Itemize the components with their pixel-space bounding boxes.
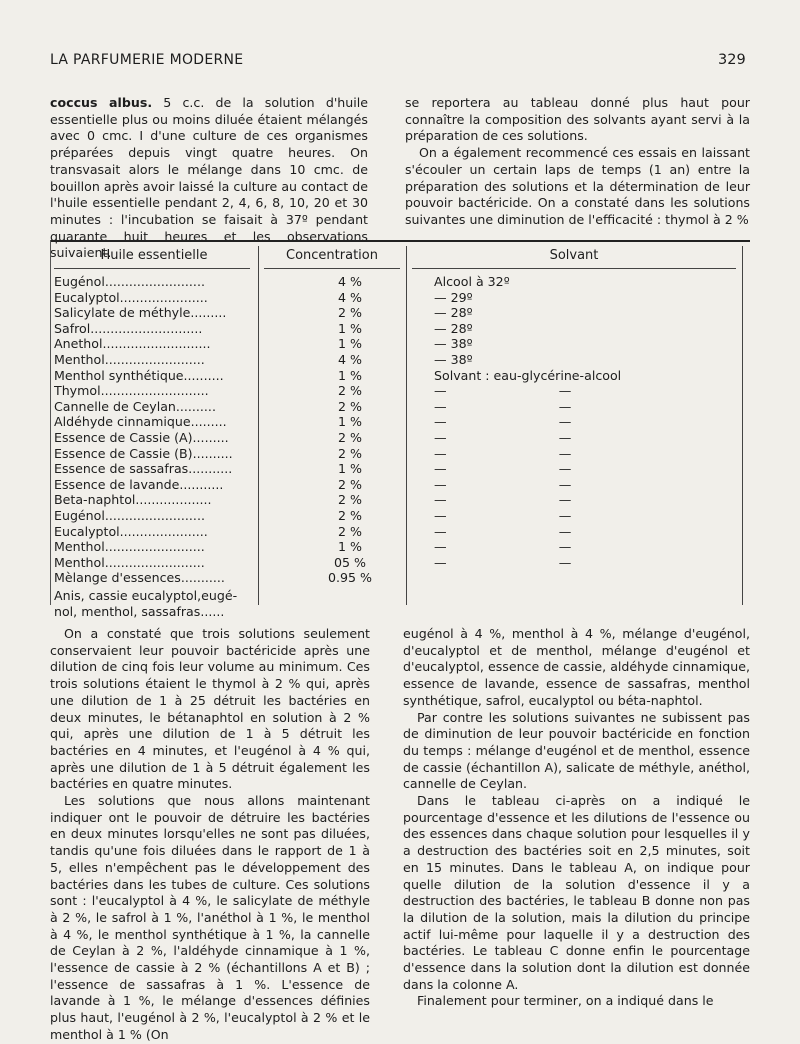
cell-solvent: Alcool à 32º [434, 274, 510, 289]
cell-solvent: — 38º [434, 351, 473, 367]
cell-solvent: — 28º [434, 320, 473, 336]
table-row [50, 524, 750, 540]
cell-oil-name: Cannelle de Ceylan.......... [54, 398, 216, 414]
cell-solvent-dash: — [558, 445, 572, 461]
table-extra-line: nol, menthol, sassafras...... [54, 604, 225, 619]
cell-solvent-dash: — [558, 492, 572, 508]
running-header-title: LA PARFUMERIE MODERNE [50, 52, 244, 68]
table-row [50, 570, 750, 586]
cell-concentration: 4 % [338, 289, 362, 305]
bottom-left-column [50, 626, 370, 1044]
cell-oil-name: Safrol............................ [54, 320, 203, 336]
paragraph: On a constaté que trois solutions seulement conservaient leur pouvoir bactéricide après une dilution de cinq fois leur volume au minimum. Ces trois solutions étaient le thymol à 2 % qui, après une dilution de 1 à 25 détruit les bactéries en deux minutes, le bétanaphtol en solution à 2 % qui, après une dilution de 1 à 5 détruit les bactéries en 4 minutes, et l'eugénol à 4 % qui, après une dilution de 1 à 5 détruit également les bactéries en quatre minutes. [50, 626, 370, 792]
paragraph: eugénol à 4 %, menthol à 4 %, mélange d'eugénol, d'eucalyptol et de menthol, mélange d'eugénol et d'eucalyptol, essence de cassie, aldéhyde cinnamique, essence de lavande, essence de sassafras, menthol synthétique, safrol, eucalyptol ou béta-naphtol. [403, 626, 750, 708]
cell-solvent-dash: — [558, 398, 572, 414]
paragraph: Finalement pour terminer, on a indiqué dans le [417, 993, 714, 1009]
page-number: 329 [718, 52, 746, 68]
essential-oil-table [50, 240, 750, 619]
cell-oil-name: Essence de sassafras........... [54, 461, 233, 477]
cell-concentration: 2 % [338, 383, 362, 399]
cell-oil-name: Thymol........................... [54, 383, 209, 399]
cell-oil-name: Essence de Cassie (A)......... [54, 429, 229, 445]
top-left-column [50, 95, 368, 262]
cell-solvent-dash: — [558, 539, 572, 555]
table-top-rule [50, 240, 750, 242]
cell-oil-name: Essence de lavande........... [54, 476, 224, 492]
cell-concentration: 05 % [334, 554, 366, 570]
cell-solvent: — [434, 507, 447, 523]
table-row [50, 399, 750, 415]
cell-oil-name: Menthol......................... [54, 554, 205, 570]
table-row [50, 508, 750, 524]
table-body [50, 274, 750, 586]
table-row [50, 430, 750, 446]
table-row [50, 321, 750, 337]
cell-concentration: 1 % [338, 320, 362, 336]
cell-oil-name: Salicylate de méthyle......... [54, 305, 227, 321]
header-underline [264, 268, 400, 269]
cell-concentration: 0.95 % [327, 570, 372, 586]
header-concentration: Concentration [286, 248, 378, 263]
table-row [50, 461, 750, 477]
cell-oil-name: Essence de Cassie (B).......... [54, 445, 233, 461]
header-underline [412, 268, 736, 269]
cell-concentration: 4 % [338, 351, 362, 367]
table-row [50, 477, 750, 493]
table-row [50, 368, 750, 384]
cell-oil-name: Aldéhyde cinnamique......... [54, 414, 227, 430]
cell-solvent: — [434, 383, 447, 399]
cell-solvent: — [434, 414, 447, 430]
table-row [50, 352, 750, 368]
bottom-right-column [403, 626, 750, 1010]
cell-oil-name: Eucalyptol...................... [54, 523, 208, 539]
cell-solvent: — [434, 492, 447, 508]
header-oil: Huile essentielle [100, 248, 208, 263]
table-row [50, 492, 750, 508]
cell-solvent-dash: — [558, 414, 572, 430]
cell-concentration: 2 % [338, 429, 362, 445]
table-extra-line: Anis, cassie eucalyptol,eugé- [54, 588, 238, 603]
cell-solvent: — [434, 398, 447, 414]
cell-oil-name: Eugénol......................... [54, 274, 205, 289]
cell-concentration: 2 % [338, 523, 362, 539]
header-underline [54, 268, 250, 269]
cell-solvent-dash: — [558, 476, 572, 492]
cell-solvent: — [434, 539, 447, 555]
cell-solvent-dash: — [558, 429, 572, 445]
cell-concentration: 1 % [338, 414, 362, 430]
table-row [50, 446, 750, 462]
cell-solvent: Solvant : eau-glycérine-alcool [434, 367, 622, 383]
cell-concentration: 2 % [338, 305, 362, 321]
cell-oil-name: Eucalyptol...................... [54, 289, 208, 305]
cell-oil-name: Eugénol......................... [54, 507, 205, 523]
cell-solvent: — 29º [434, 289, 473, 305]
cell-oil-name: Menthol......................... [54, 539, 205, 555]
paragraph: Dans le tableau ci-après on a indiqué le pourcentage d'essence et les dilutions de l'essence ou des essences dans chaque solution pour lesquelles il y a destruction des bactéries soit en 2,5 minutes, soit en 15 minutes. Dans le tableau A, on indique pour quelle dilution de la solution d'essence il y a destruction des bactéries, le tableau B donne non pas la dilution de la solution, mais la dilution du principe actif lui-même pour laquelle il y a destruction des bactéries. Le tableau C donne enfin le pourcentage d'essence dans la solution dont la dilution est donnée dans la colonne A. [403, 793, 750, 992]
cell-solvent-dash: — [558, 554, 572, 570]
cell-solvent: — [434, 445, 447, 461]
cell-concentration: 2 % [338, 476, 362, 492]
cell-oil-name: Beta-naphtol................... [54, 492, 212, 508]
cell-solvent: — [434, 429, 447, 445]
cell-concentration: 1 % [338, 461, 362, 477]
table-row [50, 274, 750, 290]
table-row [50, 290, 750, 306]
paragraph-text: 5 c.c. de la solution d'huile essentielle plus ou moins diluée étaient mélangés avec 0 cmc. I d'une culture de ces organismes préparées depuis vingt quatre heures. On transvasait alors le mélange dans 10 cmc. de bouillon après avoir laissé la culture au contact de l'huile essentielle pendant 2, 4, 6, 8, 10, 20 et 30 minutes : l'incubation se faisait à 37º pendant quarante huit heures et les observations suivaient. [50, 95, 368, 261]
paragraph-lead: coccus albus. [50, 95, 153, 110]
cell-oil-name: Menthol......................... [54, 351, 205, 367]
table-row [50, 555, 750, 571]
cell-concentration: 2 % [338, 492, 362, 508]
cell-oil-name: Menthol synthétique.......... [54, 367, 224, 383]
cell-concentration: 1 % [338, 539, 362, 555]
cell-solvent: — 38º [434, 336, 473, 352]
cell-concentration: 1 % [338, 367, 362, 383]
cell-oil-name: Anethol........................... [54, 336, 211, 352]
cell-solvent-dash: — [558, 383, 572, 399]
table-row [50, 305, 750, 321]
cell-solvent-dash: — [558, 507, 572, 523]
header-solvent: Solvant [549, 248, 599, 263]
cell-solvent: — [434, 554, 447, 570]
paragraph: Les solutions que nous allons maintenant indiquer ont le pouvoir de détruire les bactéries en deux minutes lorsqu'elles ne sont pas diluées, tandis qu'une fois diluées dans le rapport de 1 à 5, elles n'empêchent pas le développement des bactéries dans les tubes de culture. Ces solutions sont : l'eucalyptol à 4 %, le salicylate de méthyle à 2 %, le safrol à 1 %, l'anéthol à 1 %, le menthol à 4 %, le menthol synthétique à 1 %, la cannelle de Ceylan à 2 %, l'aldéhyde cinnamique à 1 %, l'essence de cassie à 2 % (échantillons A et B) ; l'essence de sassafras à 1 %. L'essence de lavande à 1 %, le mélange d'essences définies plus haut, l'eugénol à 2 %, l'eucalyptol à 2 % et le menthol à 1 % (On [50, 793, 370, 1042]
cell-solvent-dash: — [558, 523, 572, 539]
table-row [50, 383, 750, 399]
paragraph: Par contre les solutions suivantes ne subissent pas de diminution de leur pouvoir bactéricide en fonction du temps : mélange d'eugénol et de menthol, essence de cassie (échantillon A), salicate de méthyle, anéthol, cannelle de Ceylan. [403, 709, 750, 792]
cell-concentration: 2 % [338, 507, 362, 523]
paragraph: On a également recommencé ces essais en laissant s'écouler un certain laps de temps (1 an) entre la préparation des solutions et la détermination de leur pouvoir bactéricide. On a constaté dans les solutions suivantes une diminution de l'efficacité : thymol à 2 % [405, 145, 750, 227]
cell-solvent: — [434, 523, 447, 539]
cell-concentration: 4 % [338, 274, 362, 289]
cell-concentration: 2 % [338, 398, 362, 414]
cell-oil-name: Mèlange d'essences........... [54, 570, 225, 586]
cell-concentration: 1 % [338, 336, 362, 352]
cell-solvent: — [434, 461, 447, 477]
table-row [50, 414, 750, 430]
table-row [50, 539, 750, 555]
cell-concentration: 2 % [338, 445, 362, 461]
cell-solvent: — [434, 476, 447, 492]
table-row [50, 336, 750, 352]
top-right-column [405, 95, 750, 229]
cell-solvent-dash: — [558, 461, 572, 477]
paragraph: se reportera au tableau donné plus haut pour connaître la composition des solvants ayant servi à la préparation de ces solutions. [405, 95, 750, 144]
cell-solvent: — 28º [434, 305, 473, 321]
